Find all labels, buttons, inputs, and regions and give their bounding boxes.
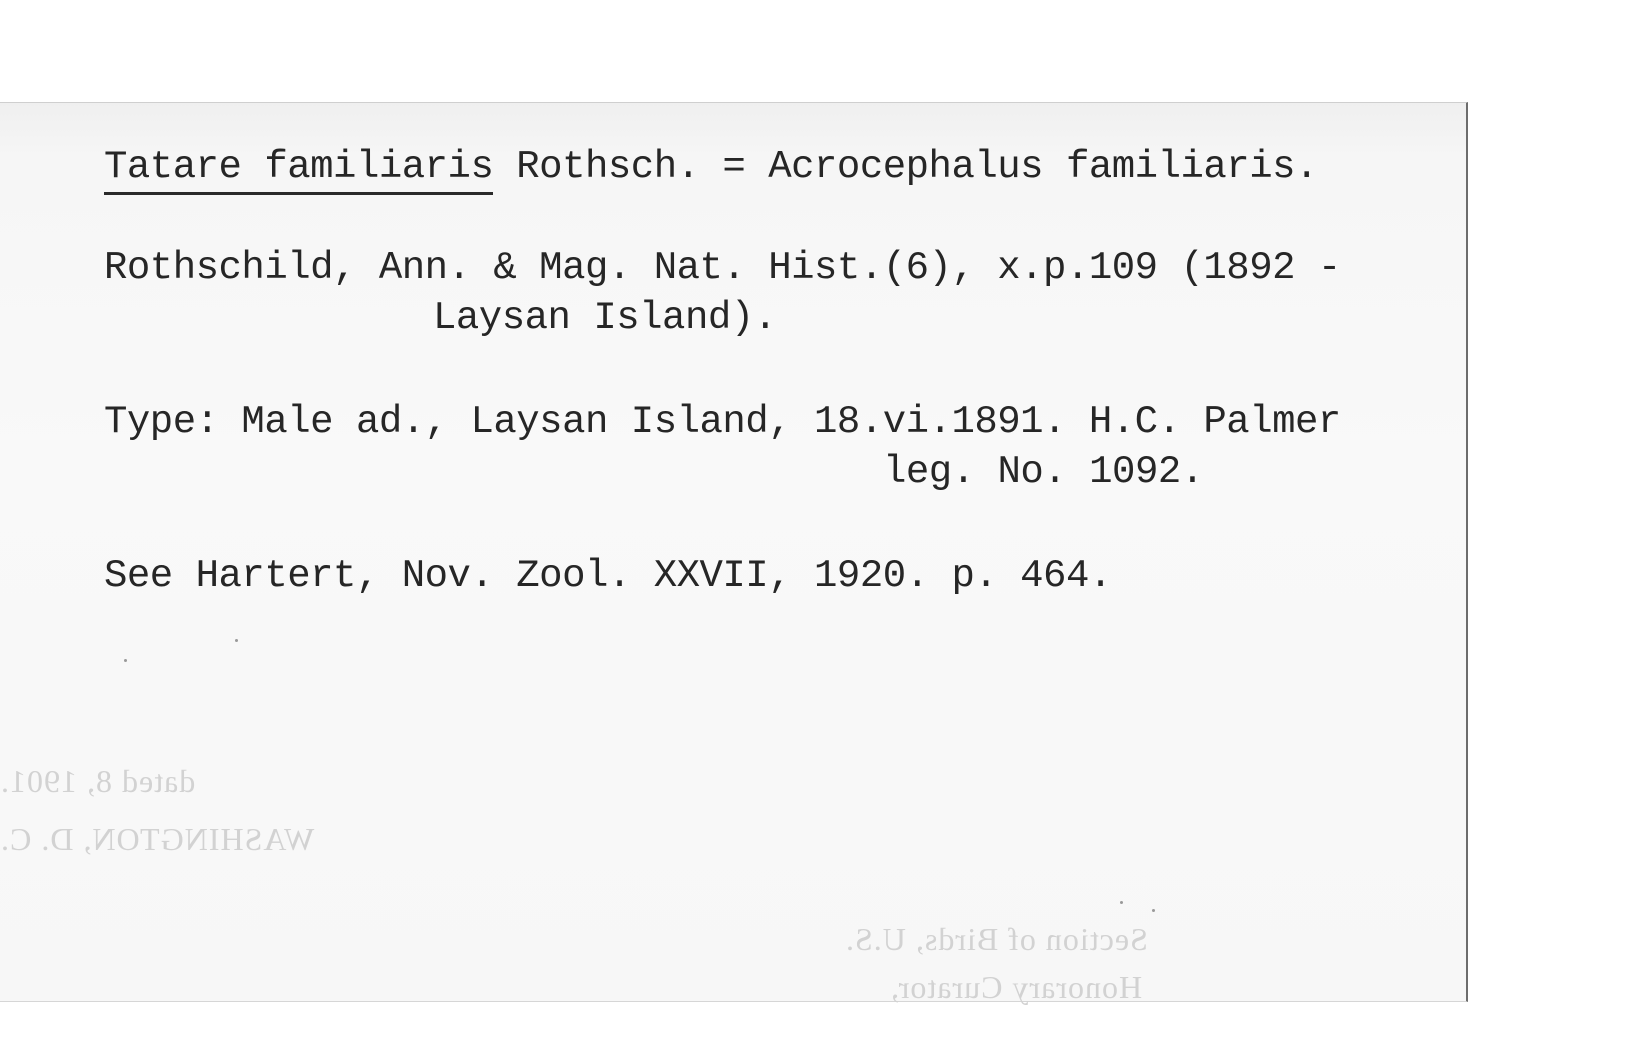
paper-speck (1152, 909, 1155, 912)
reference-line-1: Rothschild, Ann. & Mag. Nat. Hist.(6), x.p.109 (1892 - (104, 246, 1341, 290)
synonym-text: Rothsch. = Acrocephalus familiaris. (493, 145, 1318, 189)
paper-speck (124, 659, 127, 662)
reverse-bleed-text: Honorary Curator, (890, 969, 1143, 1005)
type-specimen-line-1: Type: Male ad., Laysan Island, 18.vi.1891. H.C. Palmer (104, 400, 1341, 444)
see-also-line: See Hartert, Nov. Zool. XXVII, 1920. p. 464. (104, 554, 1112, 598)
species-title (104, 145, 1318, 189)
reference-line-2: Laysan Island). (433, 296, 777, 340)
species-name-underlined: Tatare familiaris (104, 145, 493, 195)
reverse-bleed-text: Section of Birds, U.S. (845, 921, 1148, 957)
reverse-bleed-text: WASHINGTON, D. C. (0, 821, 315, 857)
paper-speck (1120, 901, 1123, 904)
reverse-bleed-text: dated 8, 1901. (0, 763, 196, 799)
paper-speck (235, 639, 238, 642)
index-card (0, 102, 1468, 1005)
type-specimen-line-2: leg. No. 1092. (883, 450, 1204, 494)
